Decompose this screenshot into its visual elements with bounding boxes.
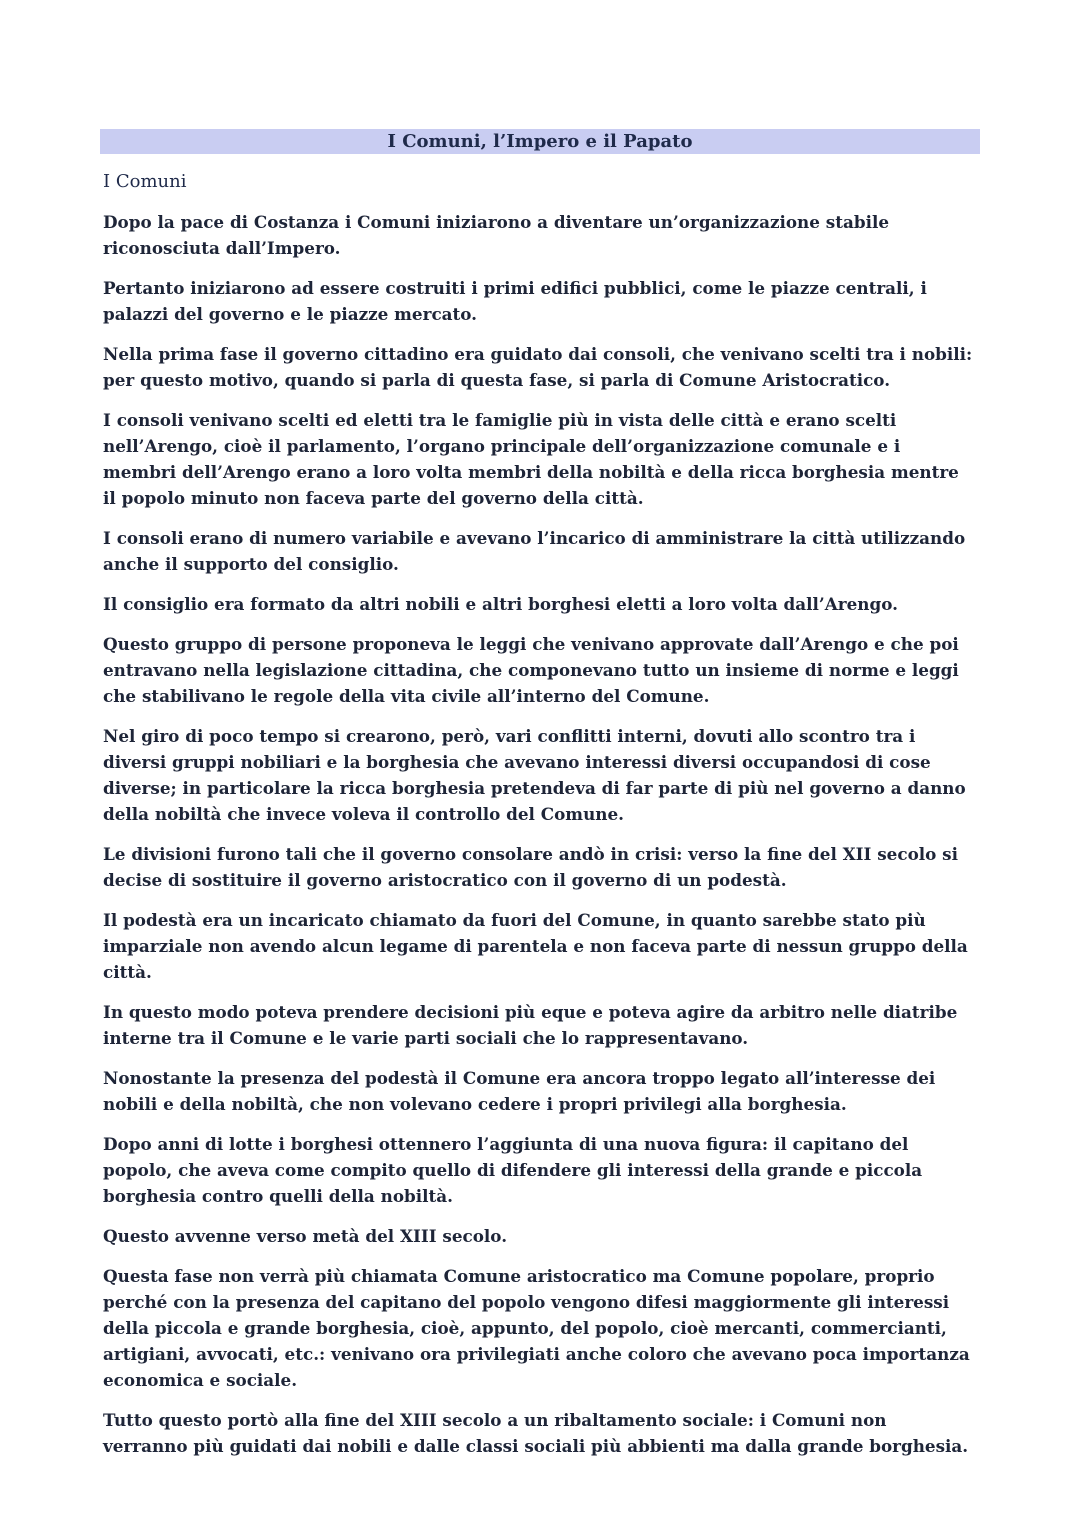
paragraph: Pertanto iniziarono ad essere costruiti i primi edifici pubblici, come le piazze centrali, i palazzi del governo e le piazze mercato. bbox=[103, 278, 927, 324]
document-body bbox=[103, 209, 975, 1473]
paragraph: Il podestà era un incaricato chiamato da fuori del Comune, in quanto sarebbe stato più imparziale non avendo alcun legame di parentela e non faceva parte di nessun gruppo della città. bbox=[103, 910, 968, 982]
paragraph: Le divisioni furono tali che il governo consolare andò in crisi: verso la fine del XII secolo si decise di sostituire il governo aristocratico con il governo di un podestà. bbox=[103, 844, 958, 890]
paragraph: Questo gruppo di persone proponeva le leggi che venivano approvate dall’Arengo e che poi entravano nella legislazione cittadina, che componevano tutto un insieme di norme e leggi che stabilivano le regole della vita civile all’interno del Comune. bbox=[103, 634, 959, 706]
paragraph: In questo modo poteva prendere decisioni più eque e poteva agire da arbitro nelle diatribe interne tra il Comune e le varie parti sociali che lo rappresentavano. bbox=[103, 1002, 958, 1048]
paragraph: Nonostante la presenza del podestà il Comune era ancora troppo legato all’interesse dei nobili e della nobiltà, che non volevano cedere i propri privilegi alla borghesia. bbox=[103, 1068, 936, 1114]
paragraph: I consoli erano di numero variabile e avevano l’incarico di amministrare la città utilizzando anche il supporto del consiglio. bbox=[103, 528, 966, 574]
paragraph: Tutto questo portò alla fine del XIII secolo a un ribaltamento sociale: i Comuni non verranno più guidati dai nobili e dalle classi sociali più abbienti ma dalla grande borghesia. bbox=[103, 1410, 969, 1456]
paragraph: Questa fase non verrà più chiamata Comune aristocratico ma Comune popolare, proprio perché con la presenza del capitano del popolo vengono difesi maggiormente gli interessi della piccola e grande borghesia, cioè, appunto, del popolo, cioè mercanti, commercianti, artigiani, avvocati, etc.: venivano ora privilegiati anche coloro che avevano poca importanza economica e sociale. bbox=[103, 1266, 970, 1390]
section-heading: I Comuni bbox=[103, 171, 187, 192]
document-title: I Comuni, l’Impero e il Papato bbox=[100, 129, 980, 154]
paragraph: Dopo la pace di Costanza i Comuni iniziarono a diventare un’organizzazione stabile riconosciuta dall’Impero. bbox=[103, 212, 889, 258]
paragraph: Nella prima fase il governo cittadino era guidato dai consoli, che venivano scelti tra i nobili: per questo motivo, quando si parla di questa fase, si parla di Comune Aristocratico. bbox=[103, 344, 973, 390]
paragraph: Questo avvenne verso metà del XIII secolo. bbox=[103, 1226, 508, 1246]
paragraph: Nel giro di poco tempo si crearono, però, vari conflitti interni, dovuti allo scontro tra i diversi gruppi nobiliari e la borghesia che avevano interessi diversi occupandosi di cose diverse; in particolare la ricca borghesia pretendeva di far parte di più nel governo a danno della nobiltà che invece voleva il controllo del Comune. bbox=[103, 726, 966, 824]
paragraph: Il consiglio era formato da altri nobili e altri borghesi eletti a loro volta dall’Arengo. bbox=[103, 594, 898, 614]
paragraph: Dopo anni di lotte i borghesi ottennero l’aggiunta di una nuova figura: il capitano del popolo, che aveva come compito quello di difendere gli interessi della grande e piccola borghesia contro quelli della nobiltà. bbox=[103, 1134, 923, 1206]
paragraph: I consoli venivano scelti ed eletti tra le famiglie più in vista delle città e erano scelti nell’Arengo, cioè il parlamento, l’organo principale dell’organizzazione comunale e i membri dell’Arengo erano a loro volta membri della nobiltà e della ricca borghesia mentre il popolo minuto non faceva parte del governo della città. bbox=[103, 410, 959, 508]
